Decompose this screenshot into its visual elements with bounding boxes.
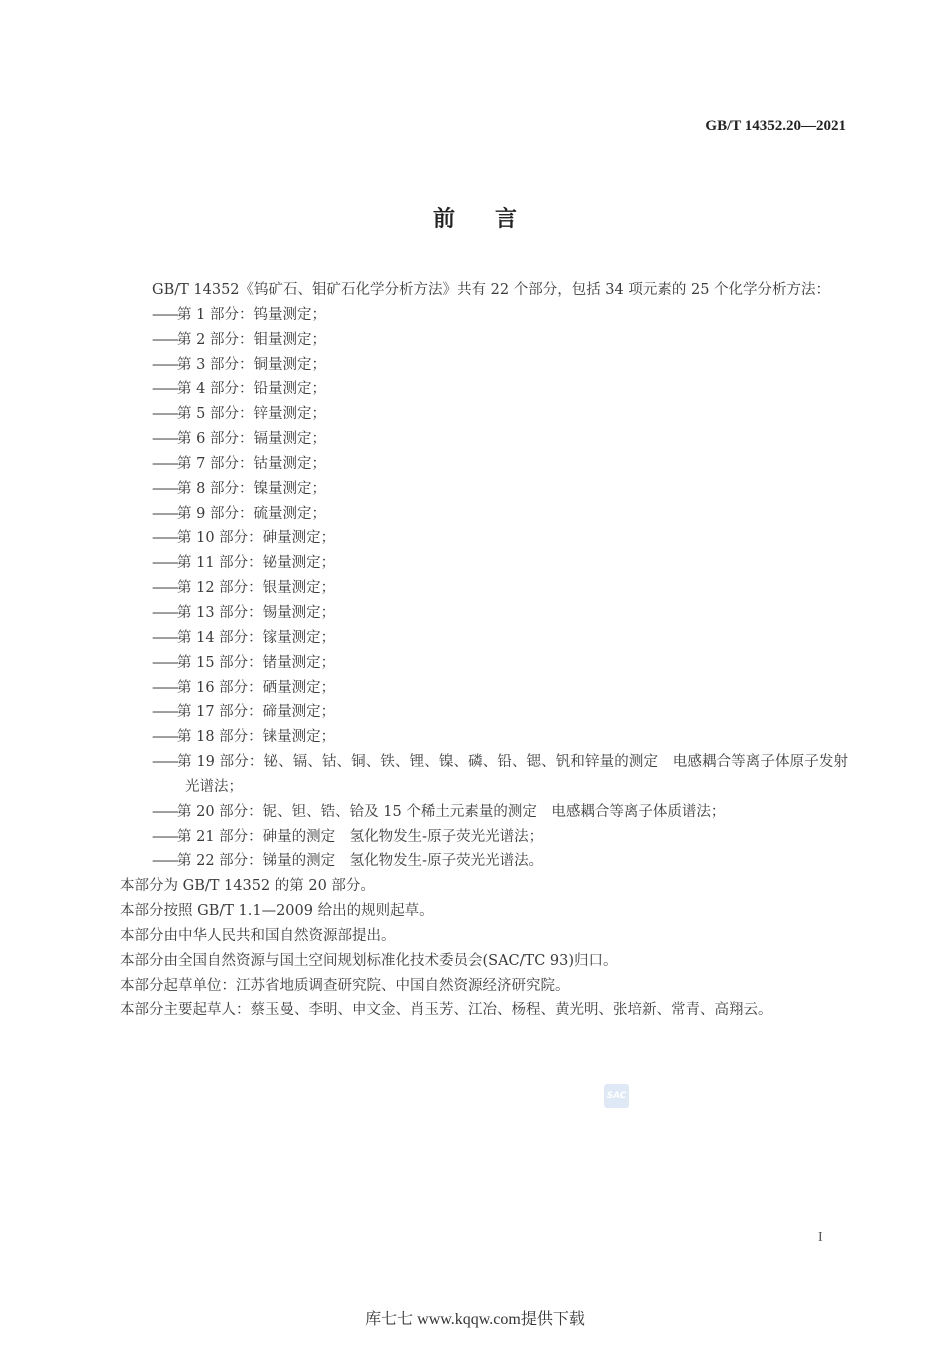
statement-line: 本部分为 GB/T 14352 的第 20 部分。 [120,878,375,895]
list-item-text: 第 14 部分：镓量测定； [177,629,336,646]
dash: —— [152,679,177,696]
dash: —— [152,803,177,820]
dash: —— [152,828,177,845]
list-item [120,526,848,551]
list-item-text: 第 8 部分：镍量测定； [177,480,326,497]
page-number: I [818,1230,823,1245]
list-item-text: 第 10 部分：砷量测定； [177,530,336,547]
dash: —— [152,381,177,398]
list-item-text: 第 5 部分：锌量测定； [177,406,326,423]
dash: —— [152,480,177,497]
list-item-text: 第 18 部分：铼量测定； [177,729,336,746]
dash: —— [152,704,177,721]
list-item-text: 第 7 部分：钴量测定； [177,455,326,472]
dash: —— [152,853,177,870]
list-item-text: 第 9 部分：硫量测定； [177,505,326,522]
dash: —— [152,406,177,423]
list-item [120,377,848,402]
list-item-text: 第 16 部分：硒量测定； [177,679,336,696]
list-item-text: 第 20 部分：铌、钽、锆、铪及 15 个稀土元素量的测定 电感耦合等离子体质谱法； [177,803,726,820]
statement-line: 本部分主要起草人：蔡玉曼、李明、申文金、肖玉芳、江冶、杨程、黄光明、张培新、常青、高翔云。 [120,1002,773,1019]
list-item [120,601,848,626]
dash: —— [152,530,177,547]
dash: —— [152,604,177,621]
list-item-text: 第 11 部分：铋量测定； [177,555,336,572]
dash: —— [152,356,177,373]
list-item-text: 第 2 部分：钼量测定； [177,331,326,348]
list-item [120,551,848,576]
page-title: 前言 [432,207,557,232]
list-item [120,452,848,477]
dash: —— [152,331,177,348]
sac-watermark-logo: SAC [604,1084,629,1108]
list-item [120,502,848,527]
list-item [120,700,848,725]
dash: —— [152,505,177,522]
list-item-text: 第 19 部分：铋、镉、钴、铜、铁、锂、镍、磷、铅、锶、钒和锌量的测定 电感耦合等离子体原子发射光谱法； [177,754,848,795]
dash: —— [152,431,177,448]
foreword-body [120,278,848,1023]
list-item [120,477,848,502]
list-item-text: 第 1 部分：钨量测定； [177,306,326,323]
list-item [120,825,848,850]
intro-paragraph: GB/T 14352《钨矿石、钼矿石化学分析方法》共有 22 个部分，包括 34 项元素的 25 个化学分析方法： [152,282,831,298]
dash: —— [152,306,177,323]
list-item [120,427,848,452]
statements [120,874,848,1023]
statement-line: 本部分由全国自然资源与国土空间规划标准化技术委员会(SAC/TC 93)归口。 [120,952,618,969]
list-item [120,750,848,800]
statement-line: 本部分起草单位：江苏省地质调查研究院、中国自然资源经济研究院。 [120,977,570,994]
list-item-text: 第 22 部分：锑量的测定 氢化物发生-原子荧光光谱法。 [177,853,544,870]
standard-code: GB/T 14352.20—2021 [705,118,846,134]
dash: —— [152,629,177,646]
list-item-text: 第 4 部分：铅量测定； [177,381,326,398]
download-footer: 库七七 www.kqqw.com提供下载 [365,1311,585,1328]
list-item-text: 第 15 部分：锗量测定； [177,654,336,671]
list-item-text: 第 3 部分：铜量测定； [177,356,326,373]
list-item-text: 第 12 部分：银量测定； [177,580,336,597]
dash: —— [152,654,177,671]
dash: —— [152,455,177,472]
statement-line: 本部分按照 GB/T 1.1—2009 给出的规则起草。 [120,903,434,920]
list-item [120,800,848,825]
list-item [120,626,848,651]
list-item [120,676,848,701]
list-item [120,303,848,328]
dash: —— [152,555,177,572]
list-item-text: 第 21 部分：砷量的测定 氢化物发生-原子荧光光谱法； [177,828,544,845]
dash: —— [152,754,177,771]
dash: —— [152,729,177,746]
list-item-text: 第 6 部分：镉量测定； [177,431,326,448]
list-item [120,328,848,353]
list-item [120,725,848,750]
list-item [120,651,848,676]
list-item [120,353,848,378]
parts-list [120,303,848,874]
list-item [120,576,848,601]
list-item [120,402,848,427]
list-item [120,849,848,874]
dash: —— [152,580,177,597]
statement-line: 本部分由中华人民共和国自然资源部提出。 [120,927,396,944]
list-item-text: 第 17 部分：碲量测定； [177,704,336,721]
list-item-text: 第 13 部分：锡量测定； [177,604,336,621]
